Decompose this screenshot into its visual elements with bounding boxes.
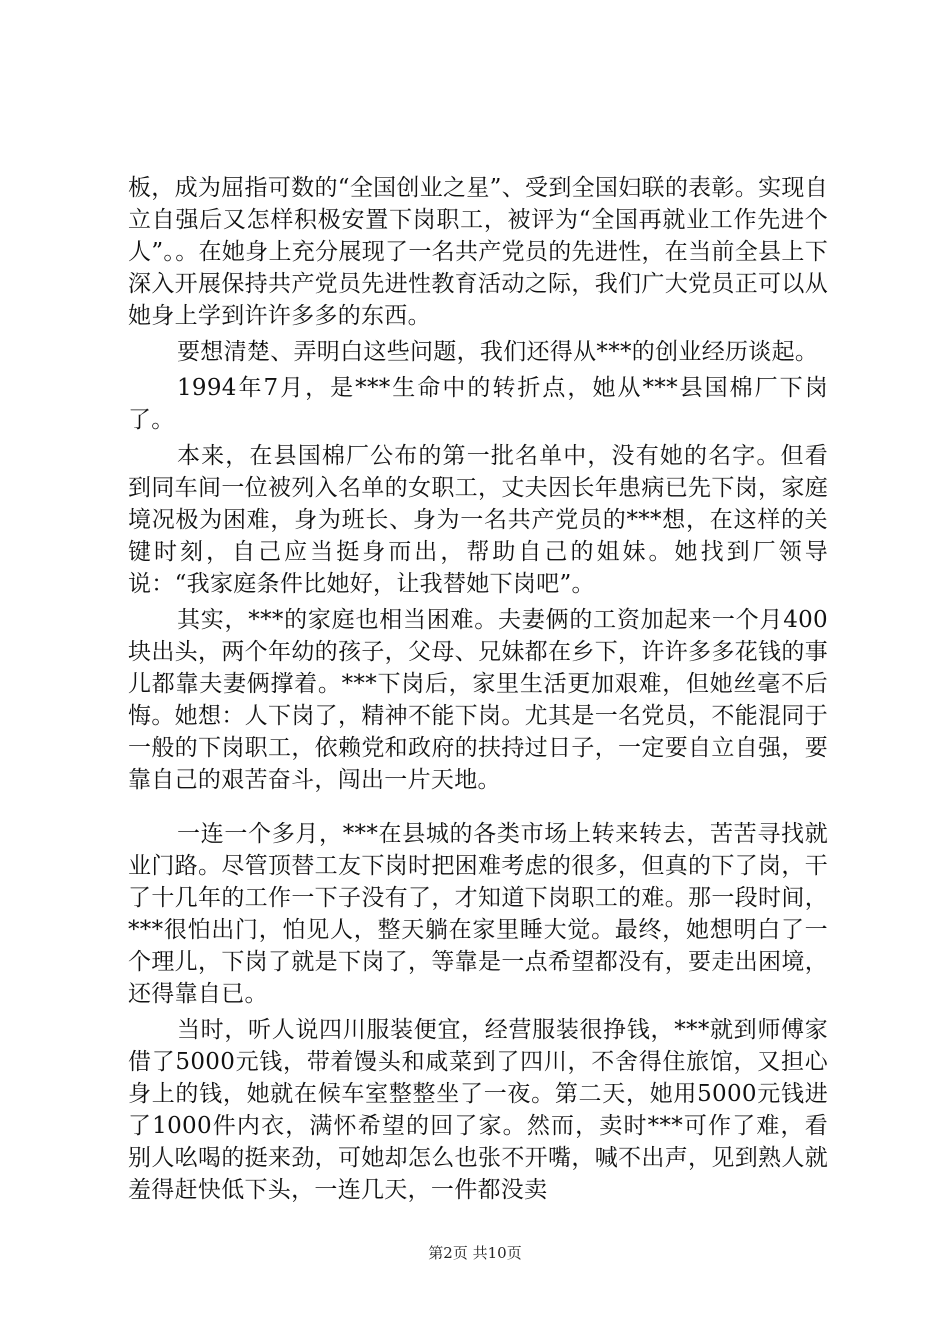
paragraph-5: 其实，***的家庭也相当困难。夫妻俩的工资加起来一个月400块出头，两个年幼的孩子，父母、兄妹都在乡下，许许多多花钱的事儿都靠夫妻俩撑着。***下岗后，家里生活更加艰难，但她丝毫不后悔。她想：人下岗了，精神不能下岗。尤其是一名党员，不能混同于一般的下岗职工，依赖党和政府的扶持过日子，一定要自立自强，要靠自己的艰苦奋斗，闯出一片天地。 [128,607,828,793]
paragraph-2: 要想清楚、弄明白这些问题，我们还得从***的创业经历谈起。 [177,339,819,365]
paragraph-3: 1994年7月，是***生命中的转折点，她从***县国棉厂下岗了。 [128,375,828,433]
paragraph-7: 当时，听人说四川服装便宜，经营服装很挣钱，***就到师傅家借了5000元钱，带着馒头和咸菜到了四川，不舍得住旅馆，又担心身上的钱，她就在候车室整整坐了一夜。第二天，她用5000元钱进了1000件内衣，满怀希望的回了家。然而，卖时***可作了难，看别人吆喝的挺来劲，可她却怎么也张不开嘴，喊不出声，见到熟人就羞得赶快低下头，一连几天，一件都没卖 [128,1017,828,1203]
paragraph-6: 一连一个多月，***在县城的各类市场上转来转去，苦苦寻找就业门路。尽管顶替工友下岗时把困难考虑的很多，但真的下了岗，干了十几年的工作一下子没有了，才知道下岗职工的难。那一段时间，***很怕出门，怕见人，整天躺在家里睡大觉。最终，她想明白了一个理儿，下岗了就是下岗了，等靠是一点希望都没有，要走出困境，还得靠自已。 [128,821,828,1007]
paragraph-4: 本来，在县国棉厂公布的第一批名单中，没有她的名字。但看到同车间一位被列入名单的女职工，丈夫因长年患病已先下岗，家庭境况极为困难，身为班长、身为一名共产党员的***想，在这样的关键时刻，自己应当挺身而出，帮助自己的姐妹。她找到厂领导说：“我家庭条件比她好，让我替她下岗吧”。 [128,443,828,597]
body-text [128,172,828,1210]
page-number-footer: 第2页 共10页 [428,1244,522,1262]
paragraph-1: 板，成为屈指可数的“全国创业之星”、受到全国妇联的表彰。实现自立自强后又怎样积极安置下岗职工，被评为“全国再就业工作先进个人”。。在她身上充分展现了一名共产党员的先进性，在当前全县上下深入开展保持共产党员先进性教育活动之际，我们广大党员正可以从她身上学到许许多多的东西。 [128,175,828,329]
